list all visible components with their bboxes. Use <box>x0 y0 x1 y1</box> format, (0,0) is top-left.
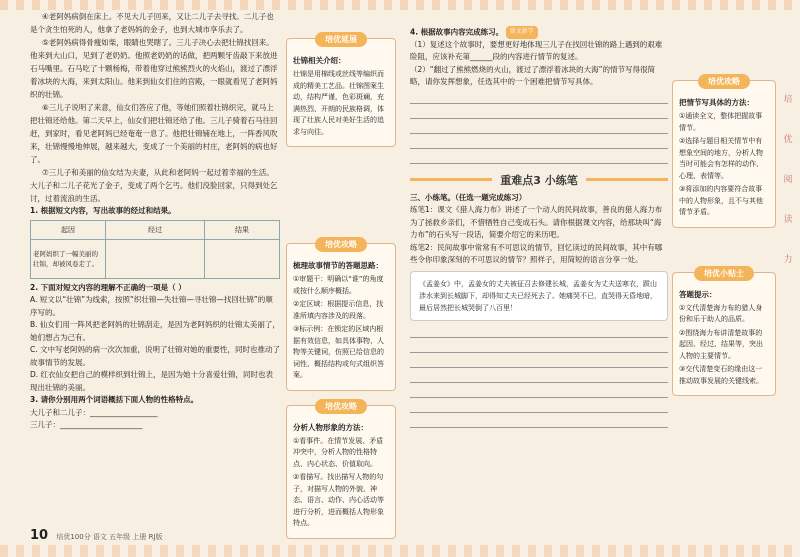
plot-method-item: ③标示例：在锁定的区域内根据有效信息，如具体事物、人物等关键词，仿照已给信息的词性、概括结构或句式组织答案。 <box>293 325 384 379</box>
plot-method-tag: 培优攻略 <box>315 237 367 252</box>
answer-line[interactable] <box>410 340 668 353</box>
character-method-heading: 分析人物形象的方法： <box>293 422 368 432</box>
side-char: 力 <box>783 255 793 265</box>
question-4-part-1: （1）复述这个故事时，要想更好地体现三儿子在找回壮锦的路上遇到的艰难险阻，应该补充第______段的内容进行情节的复述。 <box>410 39 663 62</box>
story-paragraph-6: ⑥三儿子说明了来意，仙女们答应了他，等她们照着壮锦织完，就马上把壮锦还给他。第二天早上，仙女们把壮锦还给了他。三儿子骑着石马往回赶，到家时，看见老阿妈已经奄奄一息了。他把壮锦铺在地上，一阵香风吹来，壮锦慢慢地伸展，越来越大，变成了一个美丽的村庄，老阿妈的病也好了。 <box>30 103 278 164</box>
table-header-process: 经过 <box>106 220 205 239</box>
option-a: A. 短文以“壮锦”为线索，按照“织壮锦—失壮锦—寻壮锦—找回壮锦”的顺序写的。 <box>30 295 273 317</box>
tips-tag: 培优小贴士 <box>694 266 754 281</box>
tips-item: ①文代清楚海力布的猎人身份和乐于助人的品质。 <box>679 303 763 323</box>
section-title-text: 重难点3 小练笔 <box>500 173 578 187</box>
answer-line[interactable] <box>410 136 668 149</box>
side-char: 培 <box>783 95 793 105</box>
tips-heading: 答题提示： <box>679 289 717 299</box>
plot-method-item: ①审题干：明确以“谁”的角度或按什么顺序概括。 <box>293 275 384 295</box>
hints-column <box>672 10 776 406</box>
extension-tag: 培优延展 <box>315 32 367 47</box>
q3-third-son[interactable]: 三儿子：______________________ <box>30 420 143 429</box>
new-text-badge: 新文新学 <box>506 26 538 39</box>
practice-column <box>410 10 668 430</box>
cause-cell: 老阿妈织了一幅美丽的壮锦，却被风卷走了。 <box>31 239 106 278</box>
detail-method-item: ②选择与题目相关情节中有想象空间的地方，分析人物当时可能会有怎样的动作、心理、表情等。 <box>679 137 763 180</box>
table-header-cause: 起因 <box>31 220 106 239</box>
section-bar-left <box>410 178 492 181</box>
extension-text: 壮锦是用棉线或丝线等编织而成的精美工艺品。壮锦图案生动，结构严谨，色彩斑斓，充满热烈、开朗的民族格调，体现了壮族人民对美好生活的追求与向往。 <box>293 70 384 136</box>
practice-label: 三、小练笔。（任选一题完成练习） <box>410 192 527 202</box>
tips-box <box>672 268 776 397</box>
question-2-label: 2. 下面对短文内容的理解不正确的一项是（ ） <box>30 282 186 292</box>
option-d: D. 红衣仙女把自己的模样织到壮锦上，是因为她十分喜爱壮锦，同时也表现出壮锦的美丽。 <box>30 370 274 392</box>
page-number: 10 <box>30 528 49 543</box>
section-title <box>410 172 668 188</box>
option-b: B. 仙女们用一阵风把老阿妈的壮锦刮走，是因为老阿妈织的壮锦太美丽了，她们想占为己有。 <box>30 320 280 342</box>
answer-line[interactable] <box>410 151 668 164</box>
answer-line[interactable] <box>410 355 668 368</box>
plot-table <box>30 220 280 279</box>
tips-item: ②围绕海力布讲清楚故事的起因、经过、结果等，突出人物的主要情节。 <box>679 328 763 360</box>
question-4-label: 4. 根据故事内容完成练习。 新文新学 <box>410 26 668 39</box>
side-decoration <box>782 80 794 280</box>
result-answer-cell[interactable] <box>205 239 280 278</box>
answer-line[interactable] <box>410 121 668 134</box>
character-method-item: ②看描写。找出描写人物的句子，对描写人物的外貌、神态、语言、动作、内心活动等进行分析，进而概括人物形象特点。 <box>293 473 384 527</box>
extension-heading: 壮锦相关介绍： <box>293 56 346 65</box>
tips-item: ③交代清楚变石的缘由这一推动故事发展的关键线索。 <box>679 365 763 385</box>
story-paragraph-7: ⑦三儿子和美丽的仙女结为夫妻，从此和老阿妈一起过着幸福的生活。大儿子和二儿子花光了金子，变成了两个乞丐。他们没脸回家，只得到处乞讨，过着流浪的生活。 <box>30 168 278 203</box>
extension-box <box>286 35 396 147</box>
practice-2: 练笔2：民间故事中常常有不可思议的情节，回忆读过的民间故事，其中有哪些令你印象深刻的不可思议的情节？照样子，用简短的语言分享一处。 <box>410 242 663 265</box>
side-char: 读 <box>783 215 793 225</box>
table-header-result: 结果 <box>205 220 280 239</box>
page-footer <box>30 528 163 543</box>
detail-method-box <box>672 77 776 228</box>
bottom-border <box>0 545 800 557</box>
section-bar-right <box>586 178 668 181</box>
answer-line[interactable] <box>410 370 668 383</box>
answer-line[interactable] <box>410 91 668 104</box>
q3-elder-brothers[interactable]: 大儿子和二儿子：__________________ <box>30 407 158 417</box>
detail-method-tag: 培优攻略 <box>698 74 750 89</box>
answer-line[interactable] <box>410 415 668 428</box>
sample-paragraph: 《孟姜女》中，孟姜女的丈夫被征召去修建长城，孟姜女为丈夫送寒衣，跋山涉水来到长城脚下，却得知丈夫已经死去了。她痛哭不已，直哭得天昏地暗，最后居然把长城哭倒了八百里！ <box>410 271 668 321</box>
question-4-part-2: （2）“翻过了熊熊燃烧的火山，渡过了漂浮着冰块的大海”的情节写得很简略，请你发挥想象，任选其中的一个困难把情节写具体。 <box>410 64 656 87</box>
story-column <box>30 10 280 432</box>
story-paragraph-4: ④老阿妈病倒在床上。不见大儿子回来，又让二儿子去寻找。二儿子也是个贪生怕死的人，他拿了老妈妈的金子，也到大城市享乐去了。 <box>30 12 274 34</box>
top-border <box>0 0 800 10</box>
question-3-label: 3. 请你分别用两个词语概括下面人物的性格特点。 <box>30 395 199 404</box>
detail-method-item: ①通读全文，整体把握故事情节。 <box>679 112 763 132</box>
plot-method-item: ②定区域：根据提示信息，找准所填内容涉及的段落。 <box>293 300 384 320</box>
answer-line[interactable] <box>410 325 668 338</box>
book-info: 培优100分 语文 五年级 上册 RJ版 <box>56 533 163 541</box>
character-method-tag: 培优攻略 <box>315 399 367 414</box>
question-1-label: 1. 根据短文内容，写出故事的经过和结果。 <box>30 206 176 215</box>
practice-1: 练笔1：课文《猎人海力布》讲述了一个动人的民间故事，善良的猎人海力布为了拯救乡亲们，不惜牺牲自己变成石头。请你根据课文内容，给那块叫“海力布”的石头写一段话，简要介绍它的来历吧。 <box>410 205 663 240</box>
side-char: 阅 <box>783 175 793 185</box>
side-char: 优 <box>783 135 793 145</box>
detail-method-item: ③将添加的内容要符合故事中的人物形象，且不与其他情节矛盾。 <box>679 185 763 216</box>
answer-line[interactable] <box>410 106 668 119</box>
process-answer-cell[interactable] <box>106 239 205 278</box>
character-method-item: ①看事件。在情节发展、矛盾冲突中，分析人物的性格特点、内心状态、价值取向。 <box>293 436 384 468</box>
character-method-box <box>286 401 396 539</box>
answer-line[interactable] <box>410 385 668 398</box>
plot-method-heading: 梳理故事情节的答题思路： <box>293 261 383 270</box>
detail-method-heading: 把情节写具体的方法： <box>679 98 754 107</box>
story-paragraph-5: ⑤老阿妈病得骨瘦如柴，眼睛也哭瞎了。三儿子决心去把壮锦找回来。他来到大山口，见到了老奶奶。他照老奶奶的话做，把两颗牙齿敲下来放进石马嘴里。石马吃了十颗杨梅，带着他穿过熊熊烈火的火焰山，渡过了漂浮着冰块的大海，来到太阳山。他来到仙女们住的宫殿，一眼就看见了老阿妈织的壮锦。 <box>30 38 278 99</box>
option-c: C. 文中写老阿妈的病一次次加重，说明了壮锦对她的重要性，同时也推动了故事情节的发展。 <box>30 345 281 367</box>
tips-column <box>286 10 396 549</box>
answer-line[interactable] <box>410 400 668 413</box>
plot-method-box <box>286 240 396 391</box>
